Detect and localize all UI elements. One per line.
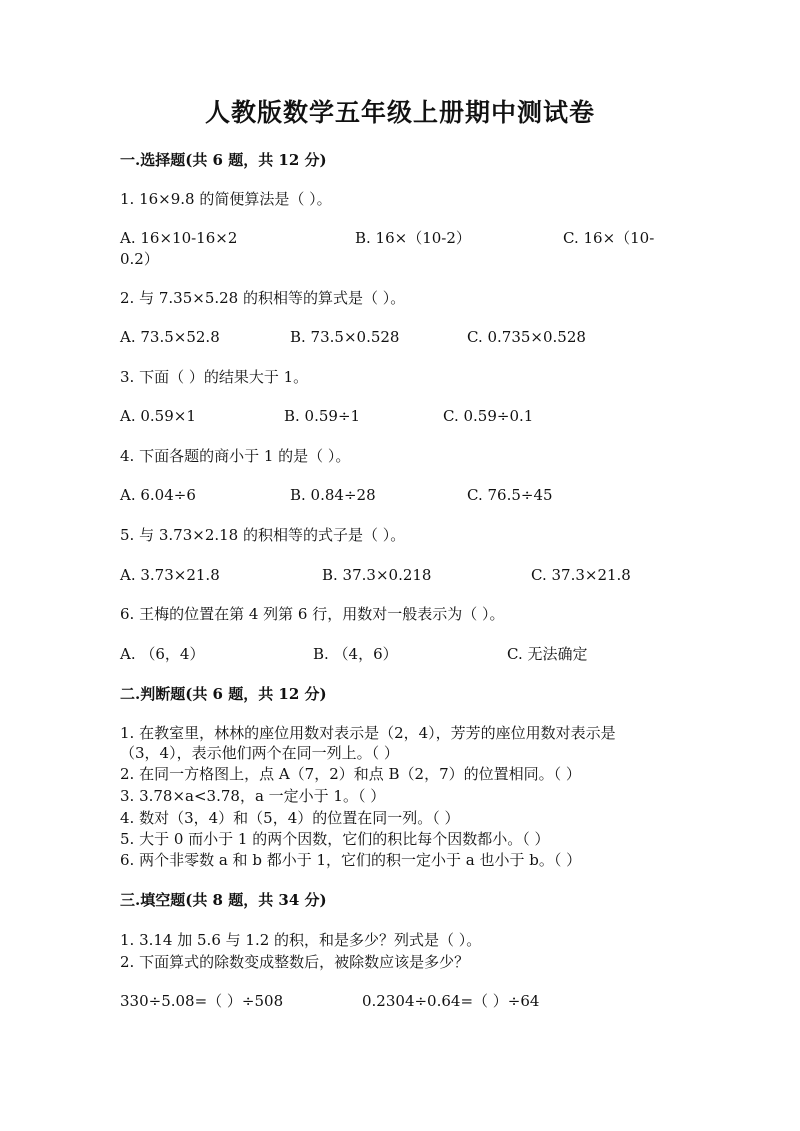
question-stem: 1. 16×9.8 的简便算法是（ ）。 bbox=[120, 190, 332, 208]
judge-line: 6. 两个非零数 a 和 b 都小于 1，它们的积一定小于 a 也小于 b。（ ） bbox=[120, 851, 582, 869]
option-b: B. （4，6） bbox=[313, 645, 398, 663]
fill-line: 1. 3.14 加 5.6 与 1.2 的积，和是多少？列式是（ ）。 bbox=[120, 931, 482, 949]
option-c: C. 0.735×0.528 bbox=[467, 328, 586, 346]
section-heading-choice: 一.选择题(共 6 题，共 12 分) bbox=[120, 151, 327, 169]
option-c: C. 76.5÷45 bbox=[467, 486, 553, 504]
option-a: A. 73.5×52.8 bbox=[120, 328, 220, 346]
exam-title: 人教版数学五年级上册期中测试卷 bbox=[204, 98, 595, 127]
option-b: B. 0.84÷28 bbox=[290, 486, 376, 504]
fill-equation: 0.2304÷0.64=（ ）÷64 bbox=[362, 992, 540, 1010]
option-a: A. （6，4） bbox=[120, 645, 205, 663]
option-a: A. 0.59×1 bbox=[120, 407, 196, 425]
option-c: C. 无法确定 bbox=[507, 645, 588, 663]
question-stem: 5. 与 3.73×2.18 的积相等的式子是（ ）。 bbox=[120, 526, 406, 544]
option-c-continued: 0.2） bbox=[120, 250, 159, 268]
section-heading-fill: 三.填空题(共 8 题，共 34 分) bbox=[120, 891, 327, 909]
option-b: B. 73.5×0.528 bbox=[290, 328, 400, 346]
judge-line: 4. 数对（3，4）和（5，4）的位置在同一列。（ ） bbox=[120, 809, 460, 827]
section-heading-judge: 二.判断题(共 6 题，共 12 分) bbox=[120, 685, 327, 703]
judge-line: 5. 大于 0 而小于 1 的两个因数，它们的积比每个因数都小。（ ） bbox=[120, 830, 550, 848]
judge-line: 3. 3.78×a<3.78，a 一定小于 1。（ ） bbox=[120, 787, 386, 805]
option-a: A. 16×10-16×2 bbox=[120, 229, 238, 247]
question-stem: 6. 王梅的位置在第 4 列第 6 行，用数对一般表示为（ ）。 bbox=[120, 605, 505, 623]
option-b: B. 0.59÷1 bbox=[284, 407, 361, 425]
option-a: A. 3.73×21.8 bbox=[120, 566, 220, 584]
question-stem: 2. 与 7.35×5.28 的积相等的算式是（ ）。 bbox=[120, 289, 406, 307]
option-c: C. 37.3×21.8 bbox=[531, 566, 631, 584]
option-c: C. 0.59÷0.1 bbox=[443, 407, 534, 425]
judge-line: （3，4），表示他们两个在同一列上。（ ） bbox=[120, 744, 399, 762]
question-stem: 3. 下面（ ）的结果大于 1。 bbox=[120, 368, 309, 386]
option-b: B. 16×（10-2） bbox=[355, 229, 471, 247]
judge-line: 1. 在教室里，林林的座位用数对表示是（2，4），芳芳的座位用数对表示是 bbox=[120, 724, 616, 742]
option-a: A. 6.04÷6 bbox=[120, 486, 196, 504]
option-c: C. 16×（10- bbox=[563, 229, 655, 247]
option-b: B. 37.3×0.218 bbox=[322, 566, 432, 584]
judge-line: 2. 在同一方格图上，点 A（7，2）和点 B（2，7）的位置相同。（ ） bbox=[120, 765, 581, 783]
question-stem: 4. 下面各题的商小于 1 的是（ ）。 bbox=[120, 447, 351, 465]
fill-line: 2. 下面算式的除数变成整数后，被除数应该是多少？ bbox=[120, 953, 470, 971]
fill-equation: 330÷5.08=（ ）÷508 bbox=[120, 992, 284, 1010]
